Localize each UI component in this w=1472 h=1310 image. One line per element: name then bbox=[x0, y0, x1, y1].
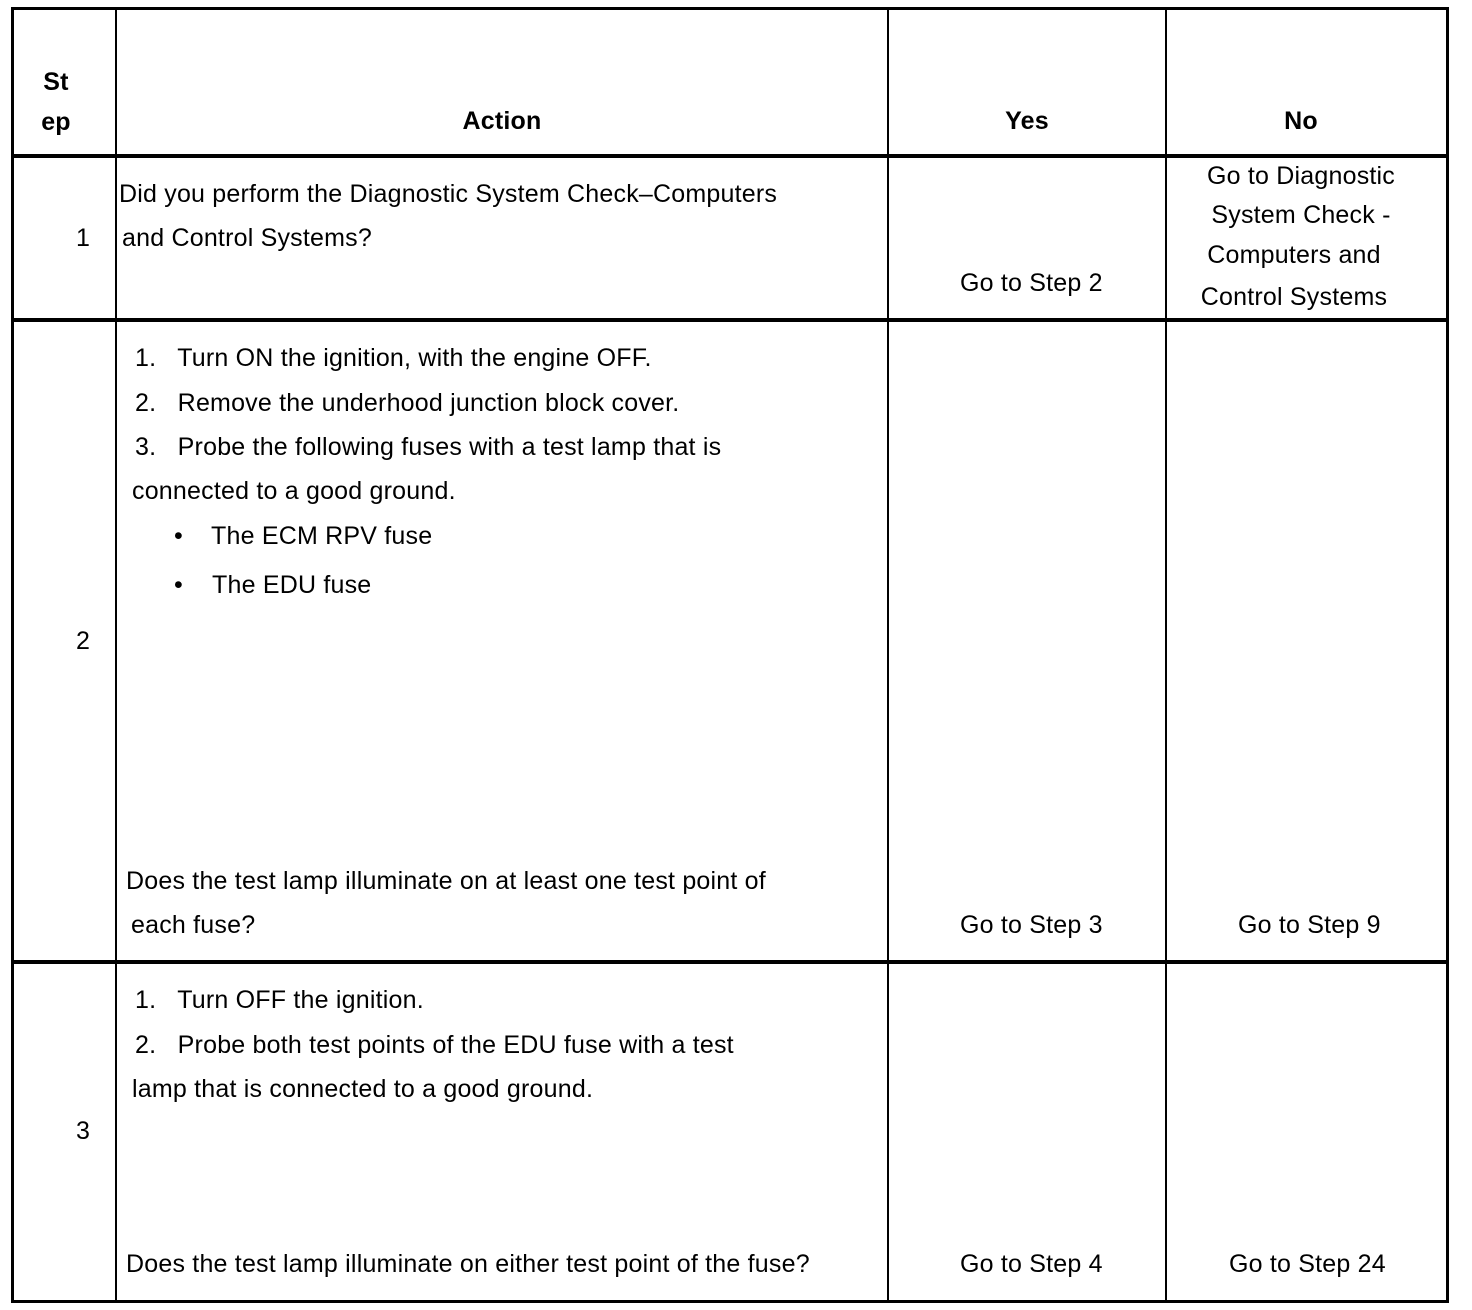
column-divider-action bbox=[887, 10, 889, 1300]
action-text-line: and Control Systems? bbox=[122, 224, 372, 252]
question-line: Does the test lamp illuminate on at least one test point of bbox=[126, 867, 766, 895]
action-text-line: Did you perform the Diagnostic System Check–Computers bbox=[119, 180, 778, 208]
step-number: 3 bbox=[76, 1117, 91, 1145]
column-divider-step bbox=[115, 10, 117, 1300]
step-number: 1 bbox=[76, 224, 91, 252]
no-result-line: Go to Diagnostic bbox=[1206, 162, 1395, 190]
bullet-item: The EDU fuse bbox=[212, 571, 372, 599]
question-line: Does the test lamp illuminate on either test point of the fuse? bbox=[126, 1250, 810, 1278]
no-result-line: Control Systems bbox=[1200, 283, 1388, 311]
header-action: Action bbox=[462, 107, 542, 135]
yes-result: Go to Step 4 bbox=[960, 1250, 1103, 1278]
row-divider-1 bbox=[14, 318, 1446, 322]
action-item: 1. Turn OFF the ignition. bbox=[135, 986, 424, 1014]
action-item: lamp that is connected to a good ground. bbox=[132, 1075, 594, 1103]
header-step-line1: St bbox=[43, 68, 69, 96]
action-item: 3. Probe the following fuses with a test lamp that is bbox=[135, 433, 722, 461]
action-item: 1. Turn ON the ignition, with the engine OFF. bbox=[135, 344, 652, 372]
header-step-line2: ep bbox=[41, 108, 71, 136]
action-item: 2. Probe both test points of the EDU fuse with a test bbox=[135, 1031, 734, 1059]
action-item: connected to a good ground. bbox=[132, 477, 456, 505]
no-result: Go to Step 9 bbox=[1238, 911, 1381, 939]
yes-result: Go to Step 3 bbox=[960, 911, 1103, 939]
no-result-line: Computers and bbox=[1207, 241, 1381, 269]
step-number: 2 bbox=[76, 627, 91, 655]
action-item: 2. Remove the underhood junction block cover. bbox=[135, 389, 680, 417]
bullet-icon: • bbox=[174, 571, 183, 599]
bullet-icon: • bbox=[174, 522, 183, 550]
row-divider-2 bbox=[14, 960, 1446, 964]
header-no: No bbox=[1284, 107, 1318, 135]
header-yes: Yes bbox=[1005, 107, 1049, 135]
bullet-item: The ECM RPV fuse bbox=[211, 522, 433, 550]
question-line: each fuse? bbox=[131, 911, 256, 939]
yes-result: Go to Step 2 bbox=[960, 269, 1103, 297]
no-result: Go to Step 24 bbox=[1229, 1250, 1386, 1278]
no-result-line: System Check - bbox=[1211, 201, 1391, 229]
